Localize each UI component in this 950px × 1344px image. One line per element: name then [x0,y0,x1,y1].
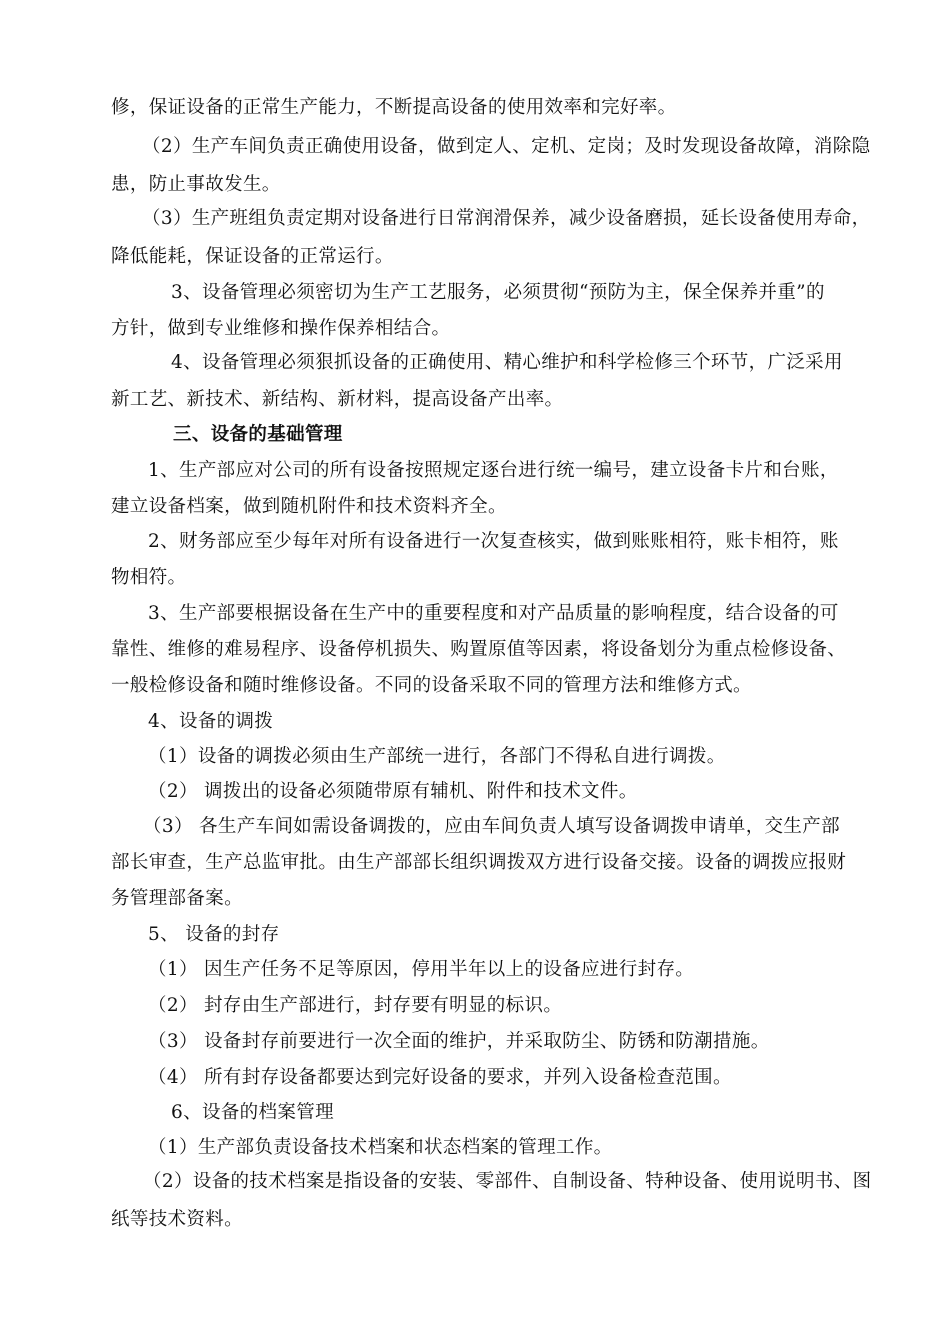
text-line: （3）生产班组负责定期对设备进行日常润滑保养，减少设备磨损，延长设备使用寿命， [142,208,871,229]
text-line: （1）生产部负责设备技术档案和状态档案的管理工作。 [148,1137,613,1158]
text-line: （1）设备的调拨必须由生产部统一进行，各部门不得私自进行调拨。 [148,746,726,767]
text-line: 务管理部备案。 [111,888,243,909]
text-line: 4、设备的调拨 [148,711,274,732]
text-line: 方针，做到专业维修和操作保养相结合。 [111,318,451,339]
text-line: 部长审查，生产总监审批。由生产部部长组织调拨双方进行设备交接。设备的调拨应报财 [111,852,847,873]
text-line: （3） 各生产车间如需设备调拨的，应由车间负责人填写设备调拨申请单，交生产部 [143,816,840,837]
text-line: 降低能耗，保证设备的正常运行。 [111,246,394,267]
text-line: 修，保证设备的正常生产能力，不断提高设备的使用效率和完好率。 [111,97,677,118]
text-line: 1、生产部应对公司的所有设备按照规定逐台进行统一编号，建立设备卡片和台账， [148,460,839,481]
text-line: 新工艺、新技术、新结构、新材料，提高设备产出率。 [111,389,564,410]
text-line: （4） 所有封存设备都要达到完好设备的要求，并列入设备检查范围。 [148,1067,732,1088]
text-line: 3、设备管理必须密切为生产工艺服务，必须贯彻“预防为主，保全保养并重”的 [171,282,825,303]
text-line: 一般检修设备和随时维修设备。不同的设备采取不同的管理方法和维修方式。 [111,675,752,696]
text-line: （3） 设备封存前要进行一次全面的维护，并采取防尘、防锈和防潮措施。 [148,1031,770,1052]
text-line: （2）设备的技术档案是指设备的安装、零部件、自制设备、特种设备、使用说明书、图 [143,1171,872,1192]
text-line: （1） 因生产任务不足等原因，停用半年以上的设备应进行封存。 [148,959,695,980]
text-line: 纸等技术资料。 [111,1209,243,1230]
text-line: 靠性、维修的难易程序、设备停机损失、购置原值等因素，将设备划分为重点检修设备、 [111,639,847,660]
text-line: 5、 设备的封存 [148,924,280,945]
text-line: 患，防止事故发生。 [111,174,281,195]
text-line: 物相符。 [111,567,187,588]
text-line: 4、设备管理必须狠抓设备的正确使用、精心维护和科学检修三个环节，广泛采用 [171,352,843,373]
text-line: （2） 调拨出的设备必须随带原有辅机、附件和技术文件。 [148,781,638,802]
section-heading: 三、设备的基础管理 [173,424,343,445]
text-line: 6、设备的档案管理 [171,1102,334,1123]
text-line: （2） 封存由生产部进行，封存要有明显的标识。 [148,995,563,1016]
text-line: 建立设备档案，做到随机附件和技术资料齐全。 [111,496,507,517]
text-line: 2、财务部应至少每年对所有设备进行一次复查核实，做到账账相符，账卡相符，账 [148,531,839,552]
text-line: （2）生产车间负责正确使用设备，做到定人、定机、定岗；及时发现设备故障，消除隐 [142,136,871,157]
text-line: 3、生产部要根据设备在生产中的重要程度和对产品质量的影响程度，结合设备的可 [148,603,839,624]
